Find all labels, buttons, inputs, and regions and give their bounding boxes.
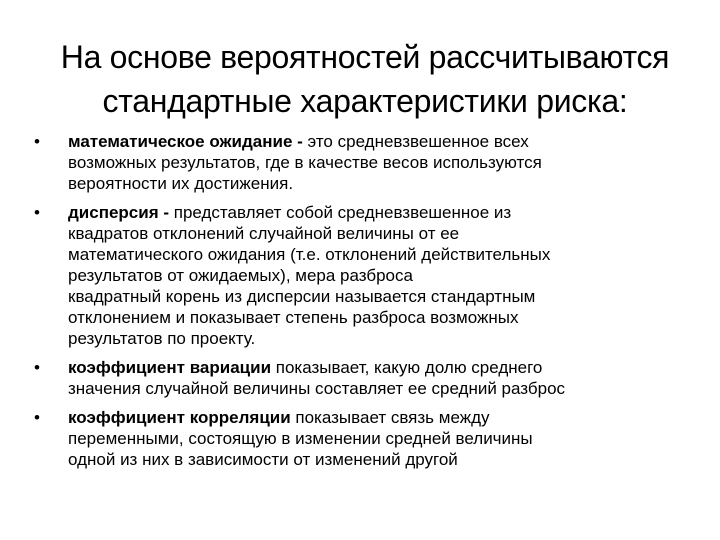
bullet-first-line xyxy=(68,357,675,378)
bullet-text-line: результатов по проекту. xyxy=(68,329,256,348)
slide-title xyxy=(40,35,690,123)
bullet-icon: • xyxy=(34,408,40,427)
slide-title-line-2: стандартные характеристики риска: xyxy=(102,83,628,120)
bullet-icon: • xyxy=(34,203,40,222)
term-correlation-coefficient: коэффициент корреляции xyxy=(68,408,291,427)
bullet-text-line: возможных результатов, где в качестве весов используются xyxy=(68,153,542,172)
bullet-text: это средневзвешенное всех xyxy=(302,132,529,151)
bullet-text: показывает связь между xyxy=(290,408,490,427)
bullet-item-expected-value xyxy=(30,131,675,194)
bullet-first-line xyxy=(68,407,675,428)
bullet-icon: • xyxy=(34,358,40,377)
bullet-item-correlation-coefficient xyxy=(30,407,675,470)
bullet-text-line: значения случайной величины составляет ее средний разброс xyxy=(68,379,566,398)
bullet-text-line: квадратный корень из дисперсии называется стандартным xyxy=(68,287,536,306)
bullet-text-line: квадратов отклонений случайной величины от ее xyxy=(68,224,460,243)
bullet-text: представляет собой средневзвешенное из xyxy=(169,203,512,222)
slide-title-line-1: На основе вероятностей рассчитываются xyxy=(60,39,670,76)
term-variance: дисперсия - xyxy=(68,203,170,222)
bullet-item-coefficient-of-variation xyxy=(30,357,675,399)
bullet-text: показывает, какую долю среднего xyxy=(271,358,543,377)
bullet-item-variance xyxy=(30,202,675,349)
bullet-text-line: переменными, состоящую в изменении средней величины xyxy=(68,429,533,448)
bullet-text-line: отклонением и показывает степень разброса возможных xyxy=(68,308,519,327)
term-expected-value: математическое ожидание - xyxy=(68,132,303,151)
bullet-first-line xyxy=(68,202,675,223)
bullet-text-line: результатов от ожидаемых), мера разброса xyxy=(68,266,413,285)
bullet-list xyxy=(30,131,675,478)
bullet-text-line: одной из них в зависимости от изменений другой xyxy=(68,450,458,469)
bullet-first-line xyxy=(68,131,675,152)
bullet-text-line: математического ожидания (т.е. отклонений действительных xyxy=(68,245,551,264)
term-coefficient-of-variation: коэффициент вариации xyxy=(68,358,272,377)
bullet-text-line: вероятности их достижения. xyxy=(68,174,294,193)
bullet-icon: • xyxy=(34,132,40,151)
